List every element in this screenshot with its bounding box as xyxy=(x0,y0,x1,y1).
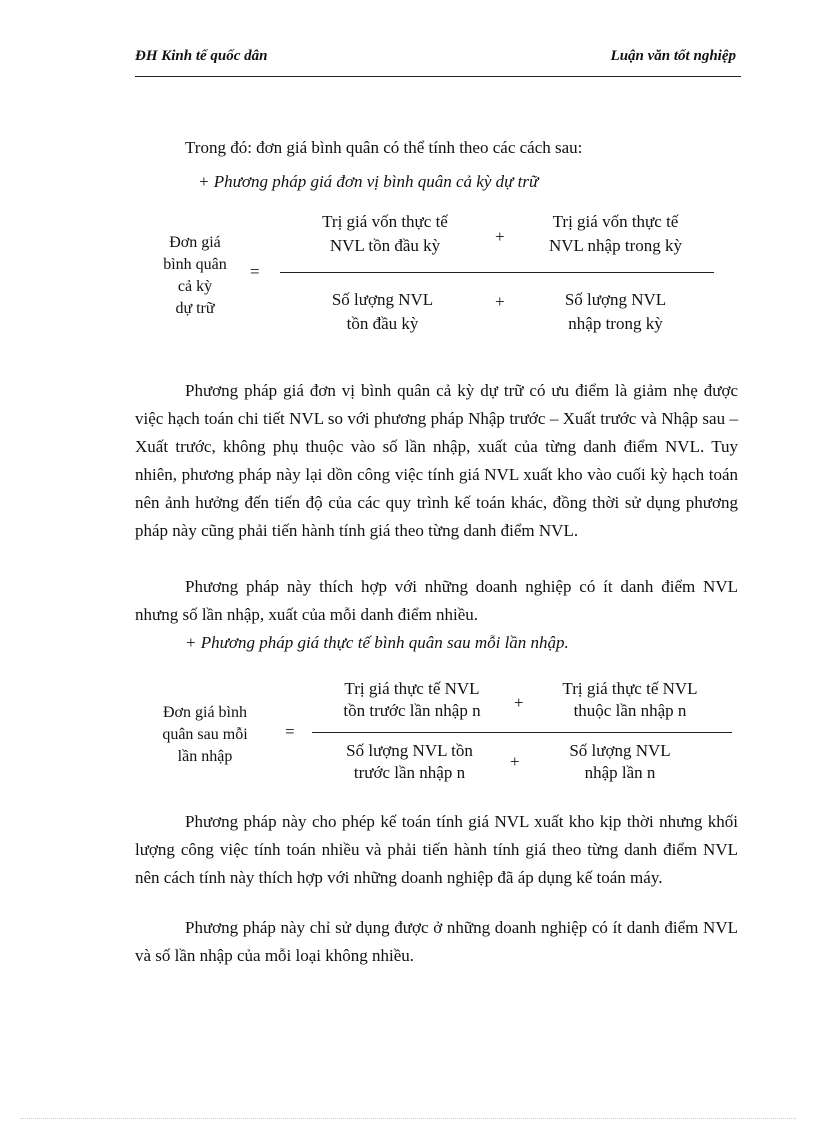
den-line: nhập lần n xyxy=(584,763,656,782)
method1-title: + Phương pháp giá đơn vị bình quân cả kỳ dự trữ xyxy=(198,172,539,191)
method1-numerator-a xyxy=(300,210,470,258)
method1-denominator-a xyxy=(300,288,465,336)
header-divider xyxy=(135,76,741,77)
method1-denominator-plus: + xyxy=(495,292,505,311)
method1-numerator-b xyxy=(528,210,703,258)
method2-numerator-b xyxy=(540,678,720,722)
method1-equals: = xyxy=(250,262,260,281)
lhs-line: bình quân xyxy=(163,256,227,273)
lhs-line: quân sau mỗi xyxy=(162,726,248,743)
method2-numerator-plus: + xyxy=(514,693,524,712)
method2-equals: = xyxy=(285,722,295,741)
method2-paragraph-1: Phương pháp này cho phép kế toán tính giá NVL xuất kho kịp thời nhưng khối lượng công việc tính toán nhiều và phải tiến hành tính giá theo từng danh điểm NVL nên cách tính này thích hợp với những doanh nghiệp đã áp dụng kế toán máy. xyxy=(135,812,738,887)
den-line: tồn đầu kỳ xyxy=(346,314,419,333)
num-line: NVL tồn đầu kỳ xyxy=(329,236,441,255)
num-line: NVL nhập trong kỳ xyxy=(549,236,682,255)
num-line: Trị giá vốn thực tế xyxy=(552,212,679,231)
lhs-line: Đơn giá bình xyxy=(162,704,247,721)
method2-paragraph-2: Phương pháp này chỉ sử dụng được ở những doanh nghiệp có ít danh điểm NVL và số lần nhập của mỗi loại không nhiều. xyxy=(135,918,738,965)
method2-fraction-bar xyxy=(312,732,732,733)
intro-text: Trong đó: đơn giá bình quân có thể tính theo các cách sau: xyxy=(185,138,583,157)
den-line: Số lượng NVL xyxy=(331,290,434,309)
lhs-line: lần nhập xyxy=(177,748,233,765)
header-institution: ĐH Kinh tế quốc dân xyxy=(135,48,268,64)
num-line: Trị giá thực tế NVL xyxy=(344,679,480,698)
method1-paragraph-2: Phương pháp này thích hợp với những doanh nghiệp có ít danh điểm NVL nhưng số lần nhập, xuất của mỗi danh điểm nhiều. xyxy=(135,577,738,624)
den-line: Số lượng NVL xyxy=(564,290,667,309)
num-line: thuộc lần nhập n xyxy=(573,701,687,720)
den-line: Số lượng NVL tồn xyxy=(346,741,473,760)
method2-lhs xyxy=(140,702,270,768)
num-line: Trị giá thực tế NVL xyxy=(562,679,698,698)
method2-denominator-plus: + xyxy=(510,752,520,771)
method1-lhs xyxy=(130,232,260,320)
method2-title: + Phương pháp giá thực tế bình quân sau mỗi lần nhập. xyxy=(185,633,569,652)
lhs-line: cả kỳ xyxy=(177,278,213,295)
den-line: trước lần nhập n xyxy=(353,763,466,782)
method1-paragraph-1: Phương pháp giá đơn vị bình quân cả kỳ dự trữ có ưu điểm là giảm nhẹ được việc hạch toán chi tiết NVL so với phương pháp Nhập trước – Xuất trước và Nhập sau – Xuất trước, không phụ thuộc vào số lần nhập, xuất của từng danh điểm NVL. Tuy nhiên, phương pháp này lại dồn công việc tính giá NVL xuất kho vào cuối kỳ hạch toán nên ảnh hưởng đến tiến độ của các quy trình kế toán khác, đồng thời sử dụng phương pháp này cũng phải tiến hành tính giá theo từng danh điểm NVL. xyxy=(135,381,738,540)
den-line: nhập trong kỳ xyxy=(568,314,663,333)
den-line: Số lượng NVL xyxy=(569,741,671,760)
lhs-line: dự trữ xyxy=(175,300,215,317)
page-bottom-border xyxy=(20,1118,796,1119)
method1-fraction-bar xyxy=(280,272,714,273)
method2-numerator-a xyxy=(322,678,502,722)
num-line: Trị giá vốn thực tế xyxy=(322,212,448,231)
num-line: tồn trước lần nhập n xyxy=(343,701,481,720)
header-document-type: Luận văn tốt nghiệp xyxy=(610,48,736,64)
method1-denominator-b xyxy=(533,288,698,336)
method2-denominator-a xyxy=(322,740,497,784)
method1-numerator-plus: + xyxy=(495,227,505,246)
lhs-line: Đơn giá xyxy=(169,234,221,251)
method2-denominator-b xyxy=(540,740,700,784)
